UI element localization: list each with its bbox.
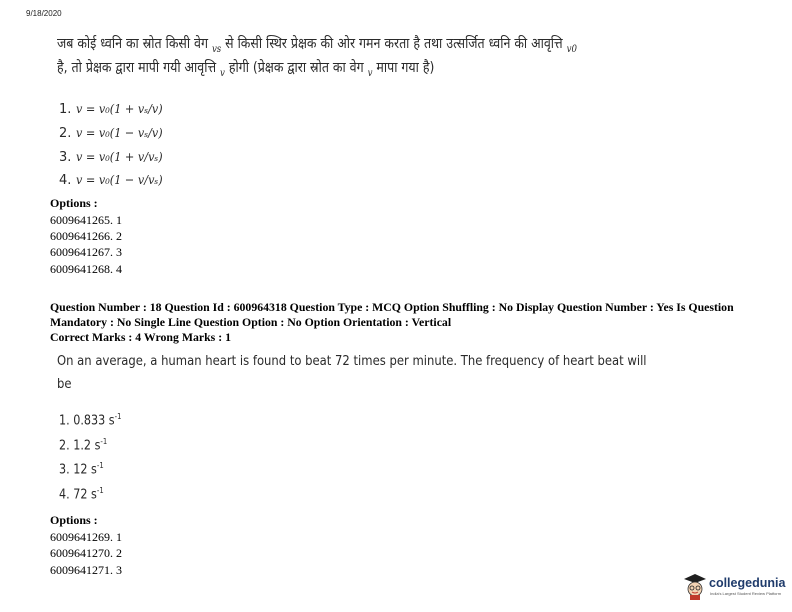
marks-line: Correct Marks : 4 Wrong Marks : 1 — [50, 330, 231, 344]
meta-line: Question Number : 18 Question Id : 600964318 Question Type : MCQ Option Shuffling : No Display Question Number : Yes Is Question — [50, 300, 734, 314]
option-4 — [59, 486, 104, 502]
option-number: 2. — [59, 438, 70, 454]
option-exponent: -1 — [100, 437, 108, 446]
question-17-text: जब कोई ध्वनि का स्रोत किसी वेग — [57, 36, 208, 52]
option-number: 2. — [59, 126, 72, 141]
meta-line: Mandatory : No Single Line Question Option : No Option Orientation : Vertical — [50, 315, 452, 329]
option-value: 12 s — [73, 462, 97, 478]
option-value: 72 s — [73, 487, 97, 503]
option-number: 3. — [59, 150, 72, 165]
question-17-text: मापा गया है) — [376, 60, 435, 76]
option-formula: v = v₀(1 + vₛ/v) — [75, 101, 163, 116]
logo-tagline: India's Largest Student Review Platform — [710, 591, 782, 596]
option-number: 1. — [59, 102, 72, 117]
question-18-meta — [50, 300, 770, 345]
option-2 — [59, 437, 107, 453]
question-17-text: से किसी स्थिर प्रेक्षक की ओर गमन करता है तथा उत्सर्जित ध्वनि की आवृत्ति — [225, 36, 563, 52]
variable-vs: vs — [211, 43, 222, 55]
print-date: 9/18/2020 — [26, 9, 62, 18]
option-3 — [59, 461, 104, 477]
option-id: 6009641268. 4 — [50, 262, 122, 276]
option-number: 4. — [59, 487, 70, 503]
question-17-text: है, तो प्रेक्षक द्वारा मापी गयी आवृत्ति — [57, 60, 217, 76]
option-exponent: -1 — [96, 461, 104, 470]
option-id: 6009641266. 2 — [50, 229, 122, 243]
option-id: 6009641270. 2 — [50, 546, 122, 560]
options-heading: Options : — [50, 513, 98, 527]
logo-wordmark: collegedunia — [709, 576, 786, 590]
option-id: 6009641267. 3 — [50, 245, 122, 259]
option-4 — [59, 172, 172, 188]
variable-v: v — [367, 67, 373, 79]
option-number: 1. — [59, 413, 70, 429]
collegedunia-logo — [683, 573, 786, 605]
option-1 — [59, 412, 121, 428]
mascot-icon — [683, 573, 707, 601]
question-17-text: होगी (प्रेक्षक द्वारा स्रोत का वेग — [228, 60, 364, 76]
option-formula: v = v₀(1 − vₛ/v) — [75, 125, 163, 140]
option-number: 4. — [59, 173, 72, 188]
option-number: 3. — [59, 462, 70, 478]
variable-v: v — [220, 67, 225, 79]
option-value: 1.2 s — [73, 438, 101, 454]
option-2 — [59, 125, 172, 141]
option-1 — [59, 101, 172, 117]
options-heading: Options : — [50, 196, 98, 210]
option-id: 6009641271. 3 — [50, 563, 122, 577]
option-id: 6009641265. 1 — [50, 213, 122, 227]
question-17-line-1 — [57, 33, 577, 55]
question-17-line-2 — [57, 57, 434, 79]
option-id: 6009641269. 1 — [50, 530, 122, 544]
option-formula: v = v₀(1 − v/vₛ) — [75, 172, 163, 187]
option-value: 0.833 s — [73, 413, 115, 429]
option-exponent: -1 — [96, 486, 104, 495]
option-formula: v = v₀(1 + v/vₛ) — [75, 149, 163, 164]
option-3 — [59, 149, 172, 165]
option-exponent: -1 — [114, 412, 122, 421]
question-18-line-1: On an average, a human heart is found to beat 72 times per minute. The frequency of heart beat will — [57, 353, 647, 369]
variable-v0: v0 — [566, 43, 577, 55]
question-18-line-2: be — [57, 376, 72, 392]
